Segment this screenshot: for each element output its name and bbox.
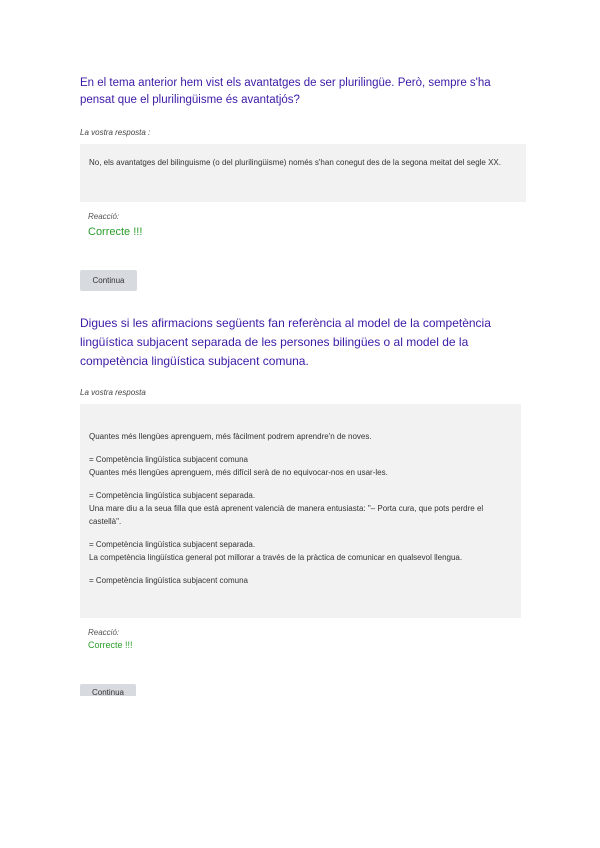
match-text: = Competència lingüística subjacent comuna [89, 455, 248, 464]
answer-box [80, 404, 521, 618]
feedback-correct: Correcte !!! [88, 640, 133, 650]
answer-label: La vostra resposta : [80, 128, 151, 137]
answer-text: No, els avantatges del bilinguisme (o del plurilingüisme) només s'han conegut des de la segona meitat del segle XX. [89, 158, 501, 167]
answer-list [89, 430, 507, 597]
answer-item [89, 574, 507, 587]
answer-item [89, 489, 507, 528]
match-text: = Competència lingüística subjacent separada. [89, 491, 256, 500]
feedback-label: Reacció: [88, 628, 120, 637]
statement-text: Una mare diu a la seua filla que està aprenent valencià de manera entusiasta: "– Porta cura, que pots perdre el castellà". [89, 504, 484, 526]
statement-text: Quantes més llengües aprenguem, més difícil serà de no equivocar-nos en usar-les. [89, 468, 388, 477]
answer-box [80, 144, 526, 202]
answer-label: La vostra resposta [80, 388, 146, 397]
continue-button[interactable]: Continua [80, 270, 137, 291]
statement-text: La competència lingüística general pot millorar a través de la pràctica de comunicar en qualsevol llengua. [89, 553, 463, 562]
question-2-text: Digues si les afirmacions següents fan referència al model de la competència lingüística subjacent separada de les persones bilingües o al model de la competència lingüística subjacent comuna. [80, 316, 491, 368]
feedback-label: Reacció: [88, 212, 120, 221]
answer-item [89, 538, 507, 564]
continue-button[interactable]: Continua [80, 684, 136, 696]
answer-item [89, 430, 507, 443]
answer-item [89, 453, 507, 479]
match-text: = Competència lingüística subjacent comuna [89, 576, 248, 585]
statement-text: Quantes més llengües aprenguem, més fàcilment podrem aprendre'n de noves. [89, 432, 372, 441]
feedback-correct: Correcte !!! [88, 226, 143, 238]
match-text: = Competència lingüística subjacent separada. [89, 540, 256, 549]
question-1-text: En el tema anterior hem vist els avantatges de ser plurilingüe. Però, sempre s'ha pensat que el plurilingüisme és avantatjós? [80, 77, 491, 106]
